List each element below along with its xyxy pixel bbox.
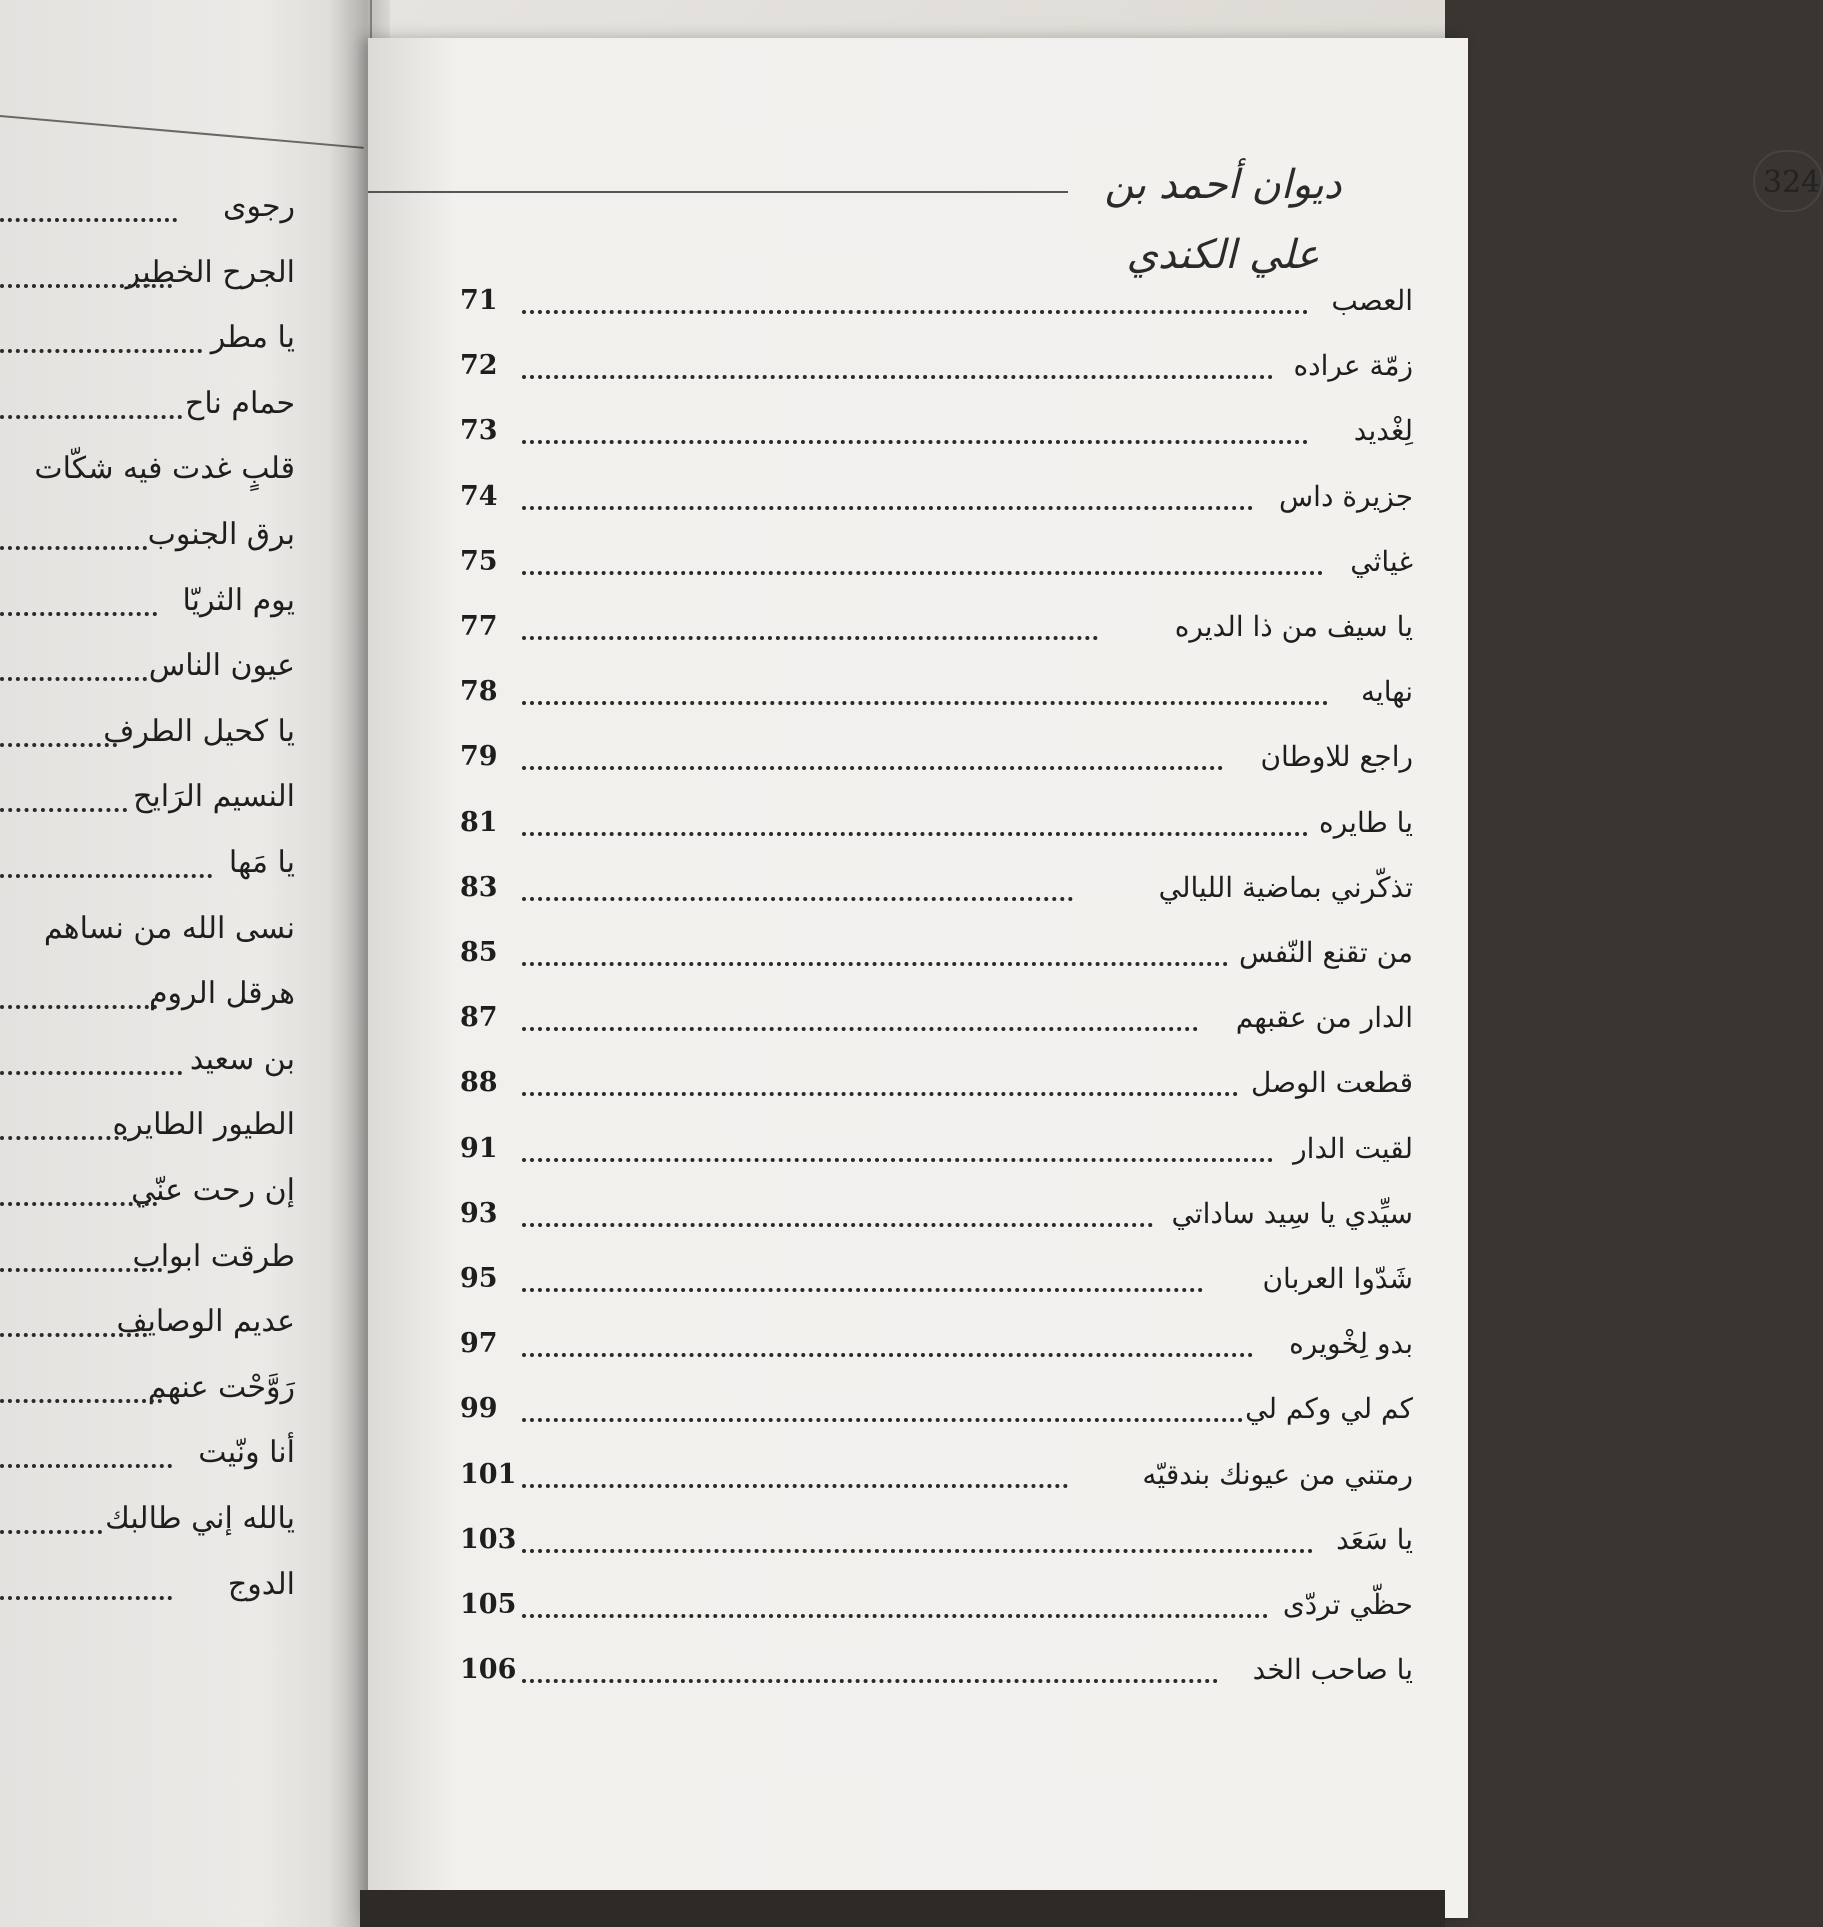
toc-entry-page: 105 (460, 1589, 517, 1620)
toc-dot-leader (522, 1549, 1313, 1553)
toc-dot-leader (522, 375, 1273, 379)
toc-dot-leader (0, 808, 127, 812)
left-toc-entry (0, 572, 295, 630)
toc-dot-leader (522, 832, 1308, 836)
toc-dot-leader (522, 1027, 1198, 1031)
left-toc-entry (0, 1556, 295, 1614)
left-toc-entry-title: الطيور الطايره (112, 1107, 295, 1143)
toc-entry (460, 272, 1413, 330)
toc-dot-leader (0, 546, 147, 550)
toc-dot-leader (522, 636, 1098, 640)
left-toc-entry-title: يا مطر (210, 320, 295, 356)
toc-dot-leader (522, 310, 1308, 314)
toc-entry-title: رمتني من عيونك بندقيّه (1142, 1457, 1413, 1491)
toc-dot-leader (0, 349, 202, 353)
left-toc-entry (0, 1228, 295, 1286)
toc-entry-title: سيِّدي يا سِيد ساداتي (1171, 1196, 1413, 1230)
left-toc-entry (0, 900, 295, 958)
toc-entry-page: 71 (460, 285, 498, 316)
toc-dot-leader (522, 766, 1223, 770)
left-header-rule (0, 115, 364, 149)
left-toc-entry-title: برق الجنوب (147, 517, 295, 552)
toc-dot-leader (0, 1268, 162, 1272)
toc-dot-leader (0, 1005, 157, 1009)
left-toc-entry-title: حمام ناح (185, 385, 295, 421)
toc-entry-title: جزيرة داس (1279, 479, 1413, 513)
toc-entry-page: 87 (460, 1002, 498, 1034)
toc-dot-leader (522, 1353, 1253, 1357)
toc-entry (460, 1641, 1413, 1699)
toc-dot-leader (522, 1679, 1218, 1683)
toc-entry-page: 78 (460, 676, 498, 708)
toc-dot-leader (0, 1333, 147, 1337)
toc-dot-leader (522, 1158, 1273, 1162)
toc-entry-title: يا سَعَد (1336, 1522, 1413, 1556)
left-toc-entry (0, 309, 295, 367)
toc-entry (460, 1446, 1413, 1504)
left-toc-entry (0, 834, 295, 892)
toc-dot-leader (0, 1399, 162, 1403)
left-toc-entry-title: نسى الله من نساهم (43, 910, 295, 946)
book-title: ديوان أحمد بن علي الكندي (1104, 162, 1342, 278)
toc-entry (460, 1054, 1413, 1112)
left-toc-entry-title: رجوى (222, 189, 295, 224)
toc-entry-title: شَدّوا العربان (1262, 1262, 1413, 1295)
left-toc-entry (0, 1031, 295, 1089)
toc-entry-page: 101 (460, 1458, 517, 1490)
toc-entry (460, 1315, 1413, 1373)
toc-dot-leader (522, 701, 1328, 705)
toc-dot-leader (522, 1484, 1068, 1488)
toc-entry-page: 81 (460, 806, 498, 838)
toc-dot-leader (522, 897, 1073, 901)
toc-entry-title: يا سيف من ذا الديره (1174, 610, 1413, 643)
toc-entry (460, 1380, 1413, 1438)
left-toc-entry (0, 1359, 295, 1417)
toc-entry-title: نهايه (1360, 675, 1413, 709)
toc-dot-leader (0, 1596, 172, 1600)
toc-entry (460, 728, 1413, 786)
toc-dot-leader (0, 1202, 157, 1206)
toc-entry-page: 79 (460, 741, 498, 773)
toc-entry-title: كم لي وكم لي (1245, 1392, 1413, 1426)
toc-entry (460, 1250, 1413, 1308)
left-toc-entry (0, 703, 295, 761)
left-toc-entry (0, 1293, 295, 1351)
left-toc-entry (0, 768, 295, 826)
toc-entry-page: 74 (460, 480, 498, 512)
toc-dot-leader (0, 1071, 182, 1075)
toc-entry-page: 97 (460, 1328, 498, 1360)
left-toc-entry (0, 1096, 295, 1154)
toc-dot-leader (522, 1092, 1238, 1096)
toc-entry (460, 1511, 1413, 1569)
toc-entry-title: الدار من عقبهم (1235, 1001, 1413, 1035)
toc-dot-leader (0, 1464, 172, 1468)
page-number: 324 (1753, 150, 1823, 212)
toc-entry-title: بدو لِخْويره (1289, 1327, 1413, 1361)
toc-entry-title: يا طايره (1319, 805, 1413, 839)
toc-entry (460, 794, 1413, 852)
toc-dot-leader (522, 506, 1253, 510)
toc-entry-page: 73 (460, 415, 498, 447)
toc-entry-title: من تقنع النّفس (1238, 936, 1413, 969)
left-toc-entry-title: قلبٍ غدت فيه شكّات (34, 451, 295, 487)
toc-entry (460, 859, 1413, 917)
toc-entry-title: قطعت الوصل (1250, 1066, 1413, 1100)
left-toc-entry-title: يالله إني طالبك (105, 1501, 295, 1536)
toc-entry-page: 85 (460, 937, 498, 968)
toc-entry (460, 663, 1413, 721)
left-toc-entry-title: عديم الوصايف (116, 1304, 295, 1340)
toc-dot-leader (522, 571, 1323, 575)
toc-entry-title: يا صاحب الخد (1252, 1653, 1413, 1687)
toc-dot-leader (0, 677, 147, 681)
left-toc-entry (0, 637, 295, 695)
toc-entry (460, 598, 1413, 656)
table-edge (360, 1890, 1445, 1927)
toc-entry (460, 402, 1413, 460)
left-toc-entry (0, 375, 295, 433)
toc-entry-title: العصب (1331, 284, 1413, 317)
toc-dot-leader (522, 962, 1228, 966)
left-page (0, 0, 372, 1927)
left-toc-entry-title: الجرح الخطير (125, 254, 295, 290)
toc-entry-page: 75 (460, 545, 498, 577)
left-toc-entry (0, 965, 295, 1023)
toc-entry-page: 106 (460, 1654, 517, 1686)
left-toc-entry-title: طرقت ابواب (132, 1238, 295, 1274)
toc-entry-page: 77 (460, 611, 498, 642)
left-toc-entry (0, 1162, 295, 1220)
page-header (368, 150, 1821, 278)
left-toc-entry (0, 506, 295, 564)
header-rule (368, 191, 1068, 193)
left-toc-entry (0, 178, 295, 236)
toc-dot-leader (0, 743, 117, 747)
toc-dot-leader (0, 874, 212, 878)
toc-entry-title: زمّة عراده (1293, 349, 1413, 383)
toc-entry (460, 989, 1413, 1047)
left-toc-entry (0, 440, 295, 498)
toc-dot-leader (522, 1614, 1268, 1618)
left-toc-entry (0, 1490, 295, 1548)
toc-entry-title: لِغْديد (1353, 414, 1413, 448)
left-toc-entry-title: إن رحت عنّي (131, 1173, 295, 1208)
toc-dot-leader (0, 1530, 102, 1534)
toc-entry-page: 72 (460, 350, 498, 382)
toc-entry-page: 88 (460, 1067, 498, 1099)
left-toc-entry-title: رَوَّحْت عنهم (147, 1369, 295, 1405)
toc-dot-leader (0, 284, 172, 288)
toc-dot-leader (0, 415, 182, 419)
left-toc-entry-title: عيون الناس (148, 648, 295, 684)
toc-entry (460, 468, 1413, 526)
toc-entry-page: 95 (460, 1263, 498, 1294)
toc-dot-leader (522, 440, 1308, 444)
toc-dot-leader (522, 1223, 1153, 1227)
toc-entry-title: حظّي تردّى (1282, 1588, 1413, 1621)
left-toc-entry-title: بن سعيد (189, 1041, 295, 1077)
toc-dot-leader (0, 1136, 127, 1140)
toc-entry-page: 93 (460, 1197, 498, 1229)
toc-entry-title: غياثي (1350, 544, 1413, 578)
left-toc-entry-title: يا مَها (228, 845, 295, 880)
toc-entry-title: لقيت الدار (1293, 1131, 1413, 1165)
toc-entry (460, 924, 1413, 982)
toc-entry (460, 337, 1413, 395)
left-toc-entry-title: أنا ونّيت (198, 1435, 295, 1471)
toc-dot-leader (0, 218, 177, 222)
left-toc-entry-title: هرقل الروم (148, 976, 295, 1012)
toc-entry (460, 1120, 1413, 1178)
toc-dot-leader (0, 612, 157, 616)
toc-entry-page: 91 (460, 1132, 498, 1164)
left-toc-entry (0, 1424, 295, 1482)
toc-entry (460, 533, 1413, 591)
toc-dot-leader (522, 1288, 1203, 1292)
toc-entry-page: 103 (460, 1523, 517, 1555)
left-toc-entry-title: يا كحيل الطرف (103, 713, 295, 749)
toc-entry-title: تذكّرني بماضية الليالي (1158, 870, 1413, 904)
toc-entry-page: 83 (460, 871, 498, 903)
left-toc-entry (0, 244, 295, 302)
left-toc-entry-title: يوم الثريّا (182, 582, 295, 618)
toc-entry-title: راجع للاوطان (1260, 740, 1413, 774)
toc-entry-page: 99 (460, 1393, 498, 1425)
left-toc-entry-title: الدوج (227, 1566, 295, 1602)
toc-entry (460, 1576, 1413, 1634)
left-toc-entry-title: النسيم الرَايح (133, 779, 295, 815)
toc-entry (460, 1185, 1413, 1243)
toc-dot-leader (522, 1418, 1243, 1422)
